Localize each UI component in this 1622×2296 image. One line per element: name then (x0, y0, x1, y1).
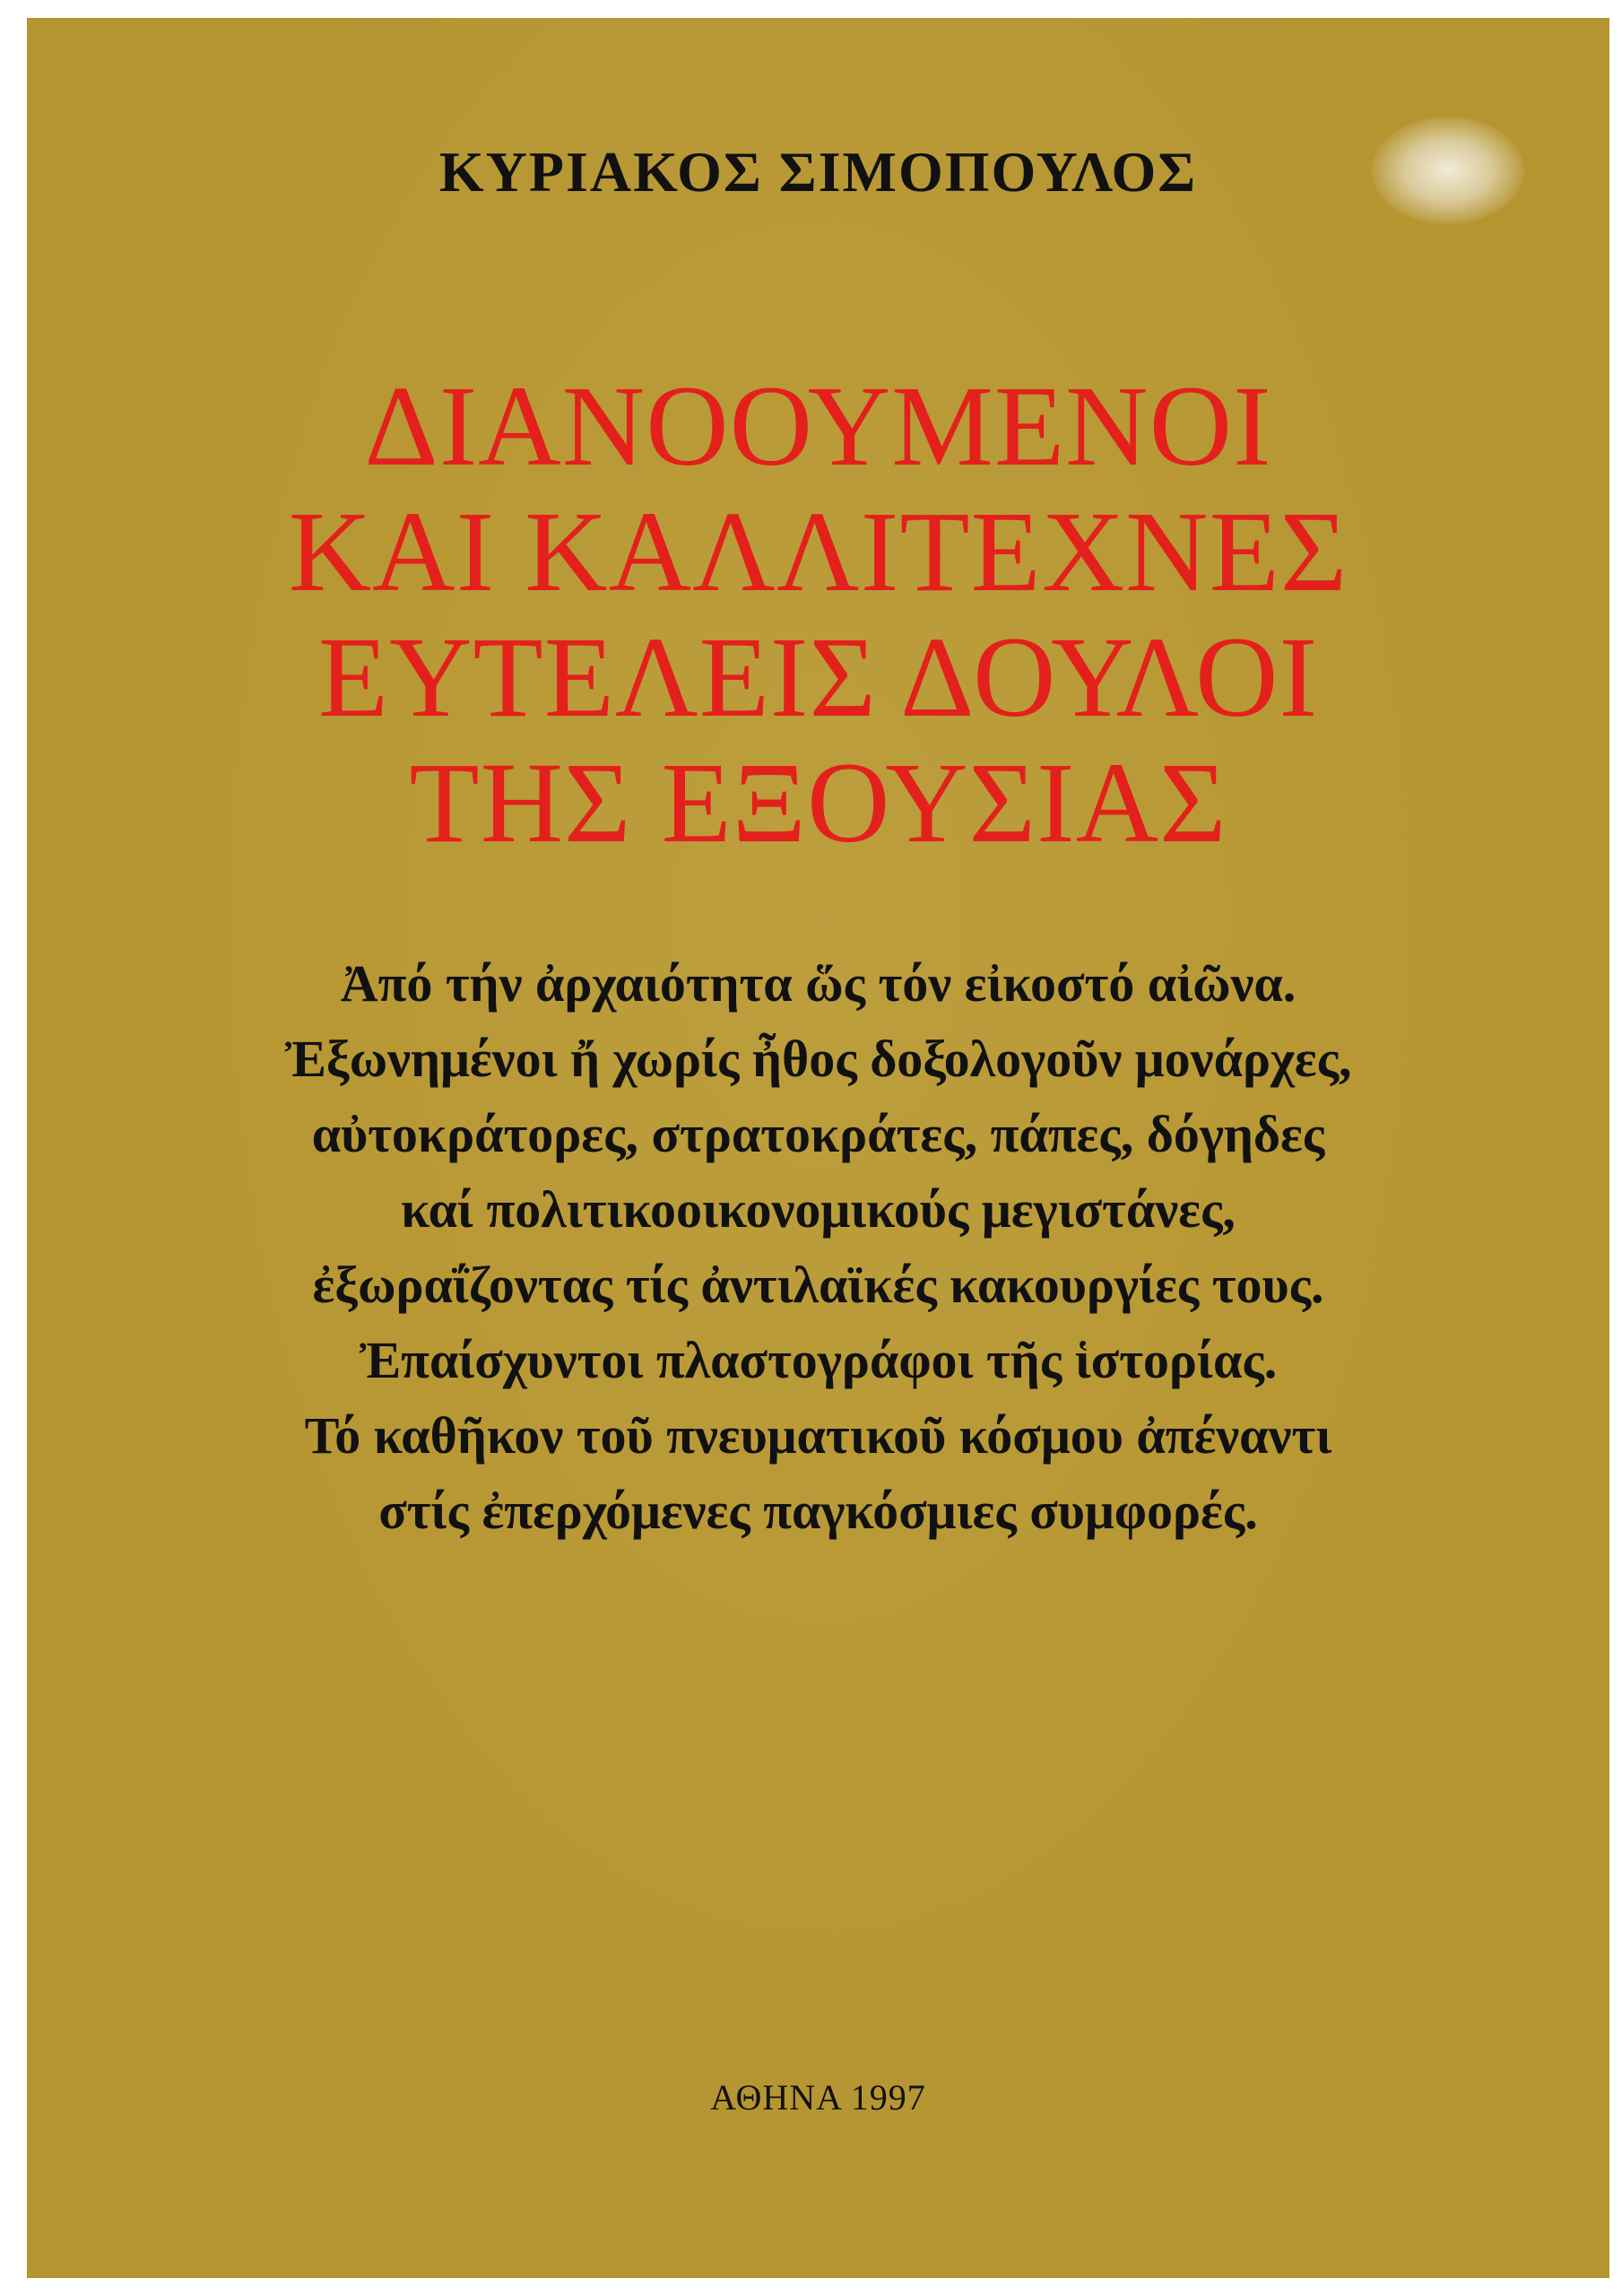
title-line: ΔΙΑΝΟΟΥΜΕΝΟΙ (364, 362, 1272, 490)
title-line: ΕΥΤΕΛΕΙΣ ΔΟΥΛΟΙ (317, 613, 1319, 741)
place-and-year: ΑΘΗΝΑ 1997 (710, 2077, 926, 2118)
subtitle-line: στίς ἐπερχόμενες παγκόσμιες συμφορές. (378, 1482, 1258, 1540)
subtitle-line: Ἀπό τήν ἀρχαιότητα ὥς τόν εἰκοστό αἰῶνα. (340, 954, 1297, 1013)
subtitle-line: καί πολιτικοοικονομικούς μεγιστάνες, (401, 1180, 1236, 1239)
book-title (27, 363, 1609, 865)
book-cover (27, 18, 1609, 2278)
book-subtitle (27, 946, 1609, 1549)
subtitle-line: αὐτοκράτορες, στρατοκράτες, πάπες, δόγηδες (311, 1105, 1325, 1163)
subtitle-line: ἐξωραΐζοντας τίς ἀντιλαϊκές κακουργίες τους. (312, 1256, 1324, 1314)
subtitle-line: Ἐξωνημένοι ἤ χωρίς ἦθος δοξολογοῦν μονάρχες, (284, 1030, 1352, 1088)
subtitle-line: Ἐπαίσχυντοι πλαστογράφοι τῆς ἱστορίας. (359, 1331, 1278, 1389)
subtitle-line: Τό καθῆκον τοῦ πνευματικοῦ κόσμου ἀπέναντι (304, 1406, 1332, 1465)
title-line: ΤΗΣ ΕΞΟΥΣΙΑΣ (409, 739, 1227, 866)
author-name: ΚΥΡΙΑΚΟΣ ΣΙΜΟΠΟΥΛΟΣ (438, 140, 1198, 204)
title-line: ΚΑΙ ΚΑΛΛΙΤΕΧΝΕΣ (288, 488, 1349, 615)
